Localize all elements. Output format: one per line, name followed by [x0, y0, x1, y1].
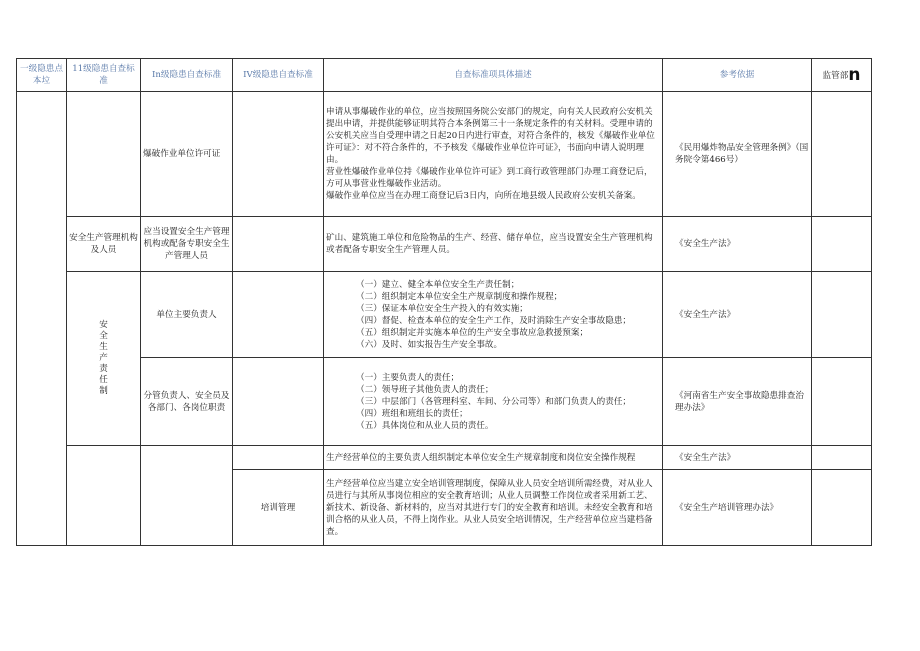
table-row-safety-org	[17, 217, 872, 272]
header-reference: 参考依据	[663, 59, 812, 92]
blasting-desc-line: 爆破作业单位应当在办理工商登记后3日内，向所在地县级人民政府公安机关备案。	[326, 191, 641, 201]
list-item: （三）保证本单位安全生产投入的有效实施；	[356, 303, 528, 314]
list-item: （五）具体岗位和从业人员的责任。	[356, 420, 494, 431]
header-supervision-text: 监管部	[822, 70, 849, 81]
list-item: （六）及时、如实报告生产安全事故。	[356, 339, 503, 350]
table-row-others	[17, 358, 872, 446]
others-reference: 《河南省生产安全事故隐患排查治理办法》	[663, 358, 812, 446]
responsibility-label: 安全生产责任制	[99, 320, 108, 396]
main-head-reference: 《安全生产法》	[663, 272, 812, 358]
rules-description: 生产经营单位的主要负责人组织制定本单位安全生产规章制度和岗位安全操作规程	[324, 446, 663, 470]
blasting-desc-line: 申请从事爆破作业的单位，应当按照国务院公安部门的规定，向有关人民政府公安机关提出申请，并提供能够证明其符合本条例第三十一条规定条件的有关材料。受理申请的公安机关应当自受理申请之日起20日内进行审查，对符合条件的，核发《爆破作业单位许可证》：对不符合条件的，不予核发《爆破作业单位许可证》，书面向申请人说明理由。	[326, 107, 655, 165]
cell-empty	[233, 92, 324, 217]
hazard-standard-table	[16, 58, 872, 546]
main-head-level3: 单位主要负责人	[141, 272, 233, 358]
list-item: （四）督促、检查本单位的安全生产工作，及时消除生产安全事故隐患；	[356, 315, 632, 326]
blasting-level3: 爆破作业单位许可证	[141, 92, 233, 217]
header-supervision	[812, 59, 872, 92]
safety-org-level3: 应当设置安全生产管理机构或配备专职安全生产管理人员	[141, 217, 233, 272]
others-description	[324, 358, 663, 446]
cell-empty	[141, 446, 233, 546]
cell-empty	[233, 217, 324, 272]
header-level3: In级隐患自查标准	[141, 59, 233, 92]
header-level2: 11级隐患自查标准	[67, 59, 141, 92]
header-description: 自查标准项具体描述	[324, 59, 663, 92]
training-reference: 《安全生产培训管理办法》	[663, 470, 812, 546]
safety-org-description: 矿山、建筑施工单位和危险物品的生产、经营、储存单位，应当设置安全生产管理机构或者配备专职安全生产管理人员。	[324, 217, 663, 272]
cell-empty	[812, 470, 872, 546]
cell-empty	[812, 92, 872, 217]
training-description: 生产经营单位应当建立安全培训管理制度，保障从业人员安全培训所需经费，对从业人员进行与其所从事岗位相应的安全教育培训；从业人员调整工作岗位或者采用新工艺、新技术、新设备、新材料的，应当对其进行专门的安全教育和培训。未经安全教育和培训合格的从业人员，不得上岗作业。从业人员安全培训情况，生产经营单位应当建档备查。	[324, 470, 663, 546]
main-head-description	[324, 272, 663, 358]
cell-empty	[233, 446, 324, 470]
table-row-main-head	[17, 272, 872, 358]
list-item: （二）领导班子其他负责人的责任；	[356, 384, 494, 395]
blasting-description	[324, 92, 663, 217]
cell-empty	[812, 217, 872, 272]
list-item: （一）建立、健全本单位安全生产责任制；	[356, 279, 520, 290]
safety-org-level2: 安全生产管理机构及人员	[67, 217, 141, 272]
safety-org-reference: 《安全生产法》	[663, 217, 812, 272]
training-level4: 培训管理	[233, 470, 324, 546]
level1-cell-empty	[17, 92, 67, 546]
header-supervision-glyph: n	[848, 64, 861, 85]
table-row-blasting	[17, 92, 872, 217]
list-item: （五）组织制定并实施本单位的生产安全事故应急救援预案；	[356, 327, 589, 338]
blasting-reference: 《民用爆炸物品安全管理条例》（国务院令第466号）	[663, 92, 812, 217]
responsibility-level1	[67, 272, 141, 446]
cell-empty	[67, 92, 141, 217]
cell-empty	[812, 446, 872, 470]
cell-empty	[67, 446, 141, 546]
list-item: （四）班组和班组长的责任；	[356, 408, 468, 419]
rules-reference: 《安全生产法》	[663, 446, 812, 470]
header-level4: IV级隐患自查标准	[233, 59, 324, 92]
cell-empty	[233, 358, 324, 446]
table-row-rules	[17, 446, 872, 470]
list-item: （二）组织制定本单位安全生产规章制度和操作规程；	[356, 291, 563, 302]
cell-empty	[812, 272, 872, 358]
header-level1: 一级隐患点本垃	[17, 59, 67, 92]
list-item: （一）主要负责人的责任；	[356, 372, 460, 383]
blasting-desc-line: 营业性爆破作业单位持《爆破作业单位许可证》到工商行政管理部门办理工商登记后，方可从事营业性爆破作业活动。	[326, 167, 653, 189]
cell-empty	[233, 272, 324, 358]
others-level3: 分管负责人、安全员及各部门、各岗位职责	[141, 358, 233, 446]
table-header-row	[17, 59, 872, 92]
list-item: （三）中层部门（各管理科室、车间、分公司等）和部门负责人的责任；	[356, 396, 632, 407]
cell-empty	[812, 358, 872, 446]
